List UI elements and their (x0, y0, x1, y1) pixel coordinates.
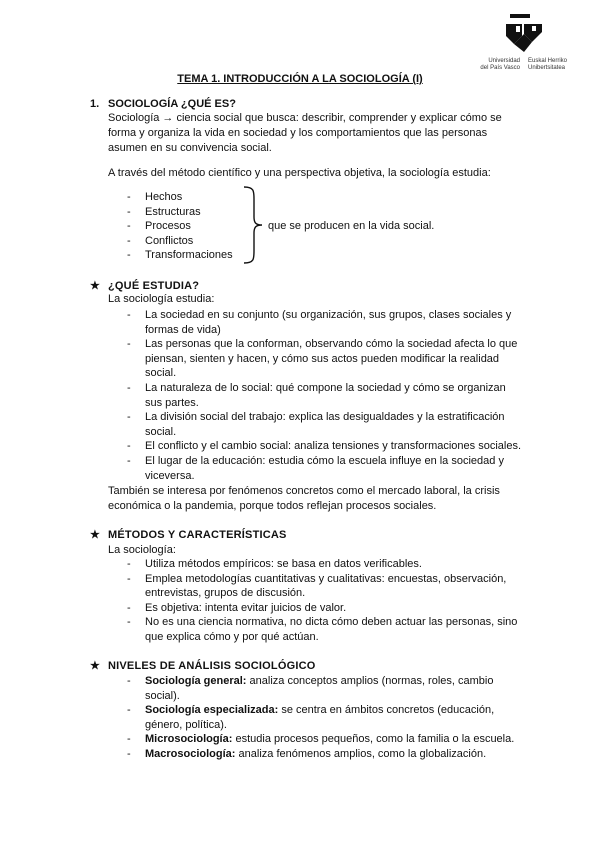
logo-text-line: Euskal Herriko (528, 58, 568, 64)
section-intro: La sociología: (108, 544, 176, 556)
university-logo (470, 14, 580, 71)
text-line: piensan, sienten y hacen, y cómo sus actos pueden modificar la realidad (145, 352, 500, 365)
text-line: viceversa. (145, 469, 195, 482)
logo-text-line: Unibertsitatea (528, 65, 566, 71)
section-1-heading (90, 98, 236, 110)
term-bold: Microsociología: (145, 733, 233, 746)
list-item-text: Hechos (145, 191, 183, 203)
section-niveles-heading (90, 659, 315, 672)
levels-list (127, 674, 527, 762)
list-item-text: Estructuras (145, 205, 201, 218)
text-line: que explica cómo y por qué actúan. (145, 630, 319, 643)
list-item (127, 572, 527, 601)
star-icon: ★ (90, 660, 101, 672)
section-number: 1. (90, 98, 100, 110)
text-line: económica o la pandemia, porque todos reflejan procesos sociales. (108, 500, 437, 512)
text-line: social). (145, 689, 180, 702)
dash-icon: - (127, 191, 131, 203)
text-line: El conflicto y el cambio social: analiza tensiones y transformaciones sociales. (145, 440, 522, 453)
dash-icon: - (127, 309, 131, 321)
text-line (145, 674, 527, 689)
list-item (127, 557, 527, 572)
text-line: El lugar de la educación: estudia cómo la escuela influye en la sociedad y (145, 454, 504, 467)
section-heading-text: NIVELES DE ANÁLISIS SOCIOLÓGICO (108, 660, 316, 672)
list-item (127, 732, 527, 747)
text-line: género, política). (145, 718, 227, 731)
university-name-es (472, 58, 520, 72)
list-item (127, 601, 527, 616)
studied-items-list (127, 190, 233, 263)
dash-icon: - (127, 205, 131, 218)
list-item (127, 219, 233, 234)
list-item (127, 205, 233, 220)
logo-text-line: Universidad (488, 58, 520, 64)
list-item (127, 615, 527, 644)
university-name-eu (528, 58, 578, 72)
curly-brace-icon (240, 185, 264, 265)
term-description: se centra en ámbitos concretos (educación, (278, 704, 495, 717)
text-line: social. (145, 425, 177, 438)
text-line: asumen en su convivencia social. (108, 142, 272, 154)
section-intro: La sociología estudia: (108, 293, 215, 305)
star-icon: ★ (90, 280, 101, 292)
section-heading-text: SOCIOLOGÍA ¿QUÉ ES? (108, 98, 236, 110)
text-line: La sociedad en su conjunto (su organización, sus grupos, clases sociales y (145, 309, 512, 321)
list-item (127, 454, 527, 483)
text-line: social. (145, 367, 177, 380)
dash-icon: - (127, 616, 131, 629)
dash-icon: - (127, 558, 131, 570)
text-line: Sociología → ciencia social que busca: describir, comprender y explicar cómo se (108, 112, 502, 124)
list-item-text: Conflictos (145, 234, 194, 247)
studies-list (127, 308, 527, 483)
dash-icon: - (127, 440, 131, 453)
document-title: TEMA 1. INTRODUCCIÓN A LA SOCIOLOGÍA (I) (177, 73, 423, 85)
dash-icon: - (127, 249, 131, 262)
text-line: La división social del trabajo: explica las desigualdades y la estratificación (145, 411, 505, 424)
closing-paragraph (108, 484, 528, 514)
university-emblem-icon (502, 14, 546, 54)
text-line: También se interesa por fenómenos concretos como el mercado laboral, la crisis (108, 485, 500, 497)
term-description: analiza fenómenos amplios, como la globalización. (235, 747, 487, 760)
intro-paragraph: A través del método científico y una perspectiva objetiva, la sociología estudia: (108, 167, 491, 179)
list-item (127, 747, 527, 762)
text-line: Las personas que la conforman, observando cómo la sociedad afecta lo que (145, 338, 518, 351)
list-item (127, 248, 233, 263)
section-heading-text: ¿QUÉ ESTUDIA? (108, 280, 200, 292)
text-line: formas de vida) (145, 323, 221, 336)
list-item (127, 439, 527, 454)
dash-icon: - (127, 572, 131, 585)
dash-icon: - (127, 733, 131, 746)
dash-icon: - (127, 601, 131, 614)
term-description: estudia procesos pequeños, como la familia o la escuela. (232, 733, 515, 746)
list-item (127, 234, 233, 249)
section-heading-text: MÉTODOS Y CARACTERÍSTICAS (108, 529, 287, 541)
list-item (127, 337, 527, 381)
text-line: Utiliza métodos empíricos: se basa en datos verificables. (145, 558, 422, 570)
dash-icon: - (127, 411, 131, 424)
list-item (127, 308, 527, 337)
star-icon: ★ (90, 529, 101, 541)
term-bold: Sociología especializada: (145, 704, 279, 717)
term-bold: Macrosociología: (145, 747, 236, 760)
text-line: forma y organiza la vida en sociedad y los comportamientos que las personas (108, 127, 488, 139)
text-line: Es objetiva: intenta evitar juicios de valor. (145, 601, 347, 614)
text-line: Emplea metodologías cuantitativas y cualitativas: encuestas, observación, (145, 572, 507, 585)
dash-icon: - (127, 454, 131, 467)
dash-icon: - (127, 338, 131, 351)
list-item (127, 410, 527, 439)
list-item-text: Procesos (145, 220, 191, 233)
dash-icon: - (127, 675, 131, 687)
section-que-estudia-heading (90, 279, 199, 292)
text-line (145, 732, 527, 747)
dash-icon: - (127, 234, 131, 247)
text-line: entrevistas, grupos de discusión. (145, 587, 306, 600)
text-line: sus partes. (145, 396, 199, 409)
dash-icon: - (127, 381, 131, 394)
section-metodos-heading (90, 528, 287, 541)
dash-icon: - (127, 704, 131, 717)
term-description: analiza conceptos amplios (normas, roles, cambio (246, 675, 494, 687)
definition-paragraph (108, 111, 528, 156)
text-line: La naturaleza de lo social: qué compone la sociedad y cómo se organizan (145, 381, 506, 394)
list-item (127, 381, 527, 410)
dash-icon: - (127, 747, 131, 760)
term-bold: Sociología general: (145, 675, 247, 687)
text-line: No es una ciencia normativa, no dicta cómo deben actuar las personas, sino (145, 616, 518, 629)
list-item (127, 674, 527, 703)
methods-list (127, 557, 527, 645)
brace-annotation: que se producen en la vida social. (268, 220, 435, 232)
list-item (127, 190, 233, 205)
dash-icon: - (127, 220, 131, 233)
text-line (145, 703, 527, 718)
list-item-text: Transformaciones (145, 249, 233, 262)
logo-text-line: del País Vasco (480, 65, 520, 71)
list-item (127, 703, 527, 732)
text-line (145, 747, 527, 762)
